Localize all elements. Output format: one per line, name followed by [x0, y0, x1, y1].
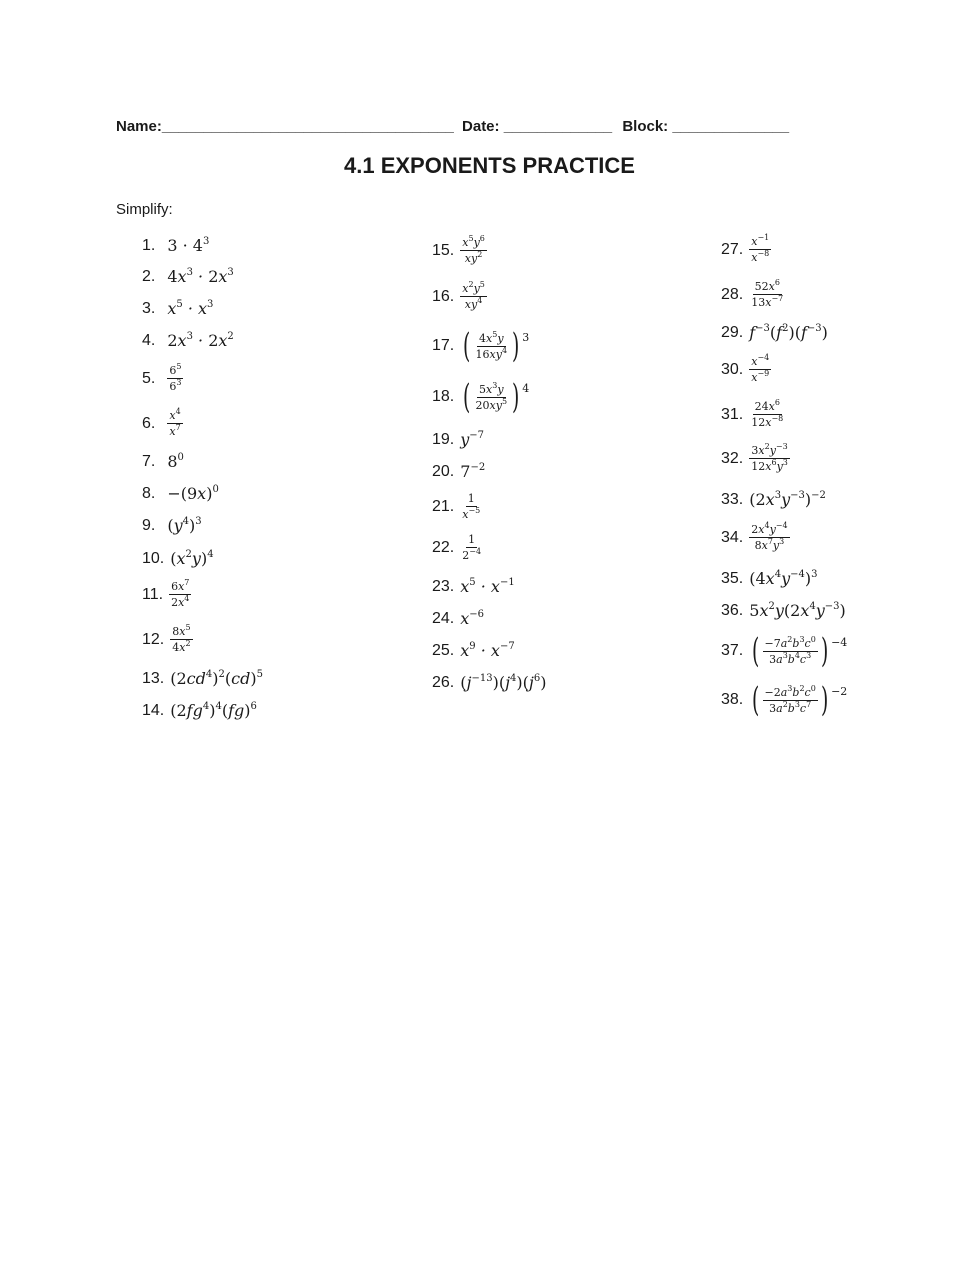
- problem-number: 1.: [142, 236, 156, 254]
- problem-number: 16.: [432, 287, 455, 305]
- problem-24: [432, 609, 484, 628]
- problem-13: [142, 669, 263, 688]
- expression: $-(9x)^0$: [167, 484, 219, 503]
- problem-21: [432, 492, 482, 521]
- problem-26: [432, 673, 546, 692]
- page-title: 4.1 EXPONENTS PRACTICE: [344, 153, 635, 178]
- expression: $y^{-7}$: [460, 430, 485, 449]
- problem-number: 9.: [142, 516, 156, 534]
- instruction: Simplify:: [116, 201, 173, 218]
- expression: $4x^3 \cdot 2x^3$: [167, 267, 234, 286]
- problem-number: 32.: [721, 449, 744, 467]
- problem-7: [142, 452, 184, 471]
- problem-number: 27.: [721, 240, 744, 258]
- fraction: $\frac{6^5}{6^3}$: [169, 362, 182, 393]
- problem-number: 22.: [432, 538, 455, 556]
- problem-number: 13.: [142, 669, 165, 687]
- problem-number: 33.: [721, 490, 744, 508]
- problem-number: 21.: [432, 497, 455, 515]
- problem-number: 38.: [721, 691, 744, 708]
- problem-38: 38. ( $\frac{-2a^3b^2c^0}{3a^2b^3c^7}$ ) −2: [721, 680, 848, 720]
- problem-number: 26.: [432, 673, 455, 691]
- fraction: $\frac{1}{x^{-5}}$: [462, 492, 481, 521]
- problem-number: 4.: [142, 331, 156, 349]
- problem-number: 24.: [432, 609, 455, 627]
- expression: $x^9 \cdot x^{-7}$: [460, 641, 515, 660]
- fraction: $\frac{6x^7}{2x^4}$: [171, 578, 190, 609]
- problem-number: 28.: [721, 285, 744, 303]
- problem-number: 14.: [142, 701, 165, 719]
- problem-14: [142, 701, 257, 720]
- problem-number: 17.: [432, 337, 455, 354]
- fraction: $\frac{24x^6}{12x^{-8}}$: [751, 398, 784, 429]
- problem-number: 8.: [142, 484, 156, 502]
- problem-number: 15.: [432, 241, 455, 259]
- problem-number: 5.: [142, 369, 156, 387]
- problem-number: 3.: [142, 299, 156, 317]
- problem-17: 17. ( $\frac{4x^5y}{16xy^4}$ ) 3: [432, 326, 530, 366]
- fraction: $\frac{52x^6}{13x^{-7}}$: [751, 278, 784, 309]
- problem-number: 2.: [142, 267, 156, 285]
- fraction: $\frac{-2a^3b^2c^0}{3a^2b^3c^7}$: [764, 683, 816, 715]
- problem-29: [721, 323, 828, 342]
- problem-number: 19.: [432, 430, 455, 448]
- problem-33: [721, 490, 826, 509]
- problem-19: [432, 430, 484, 449]
- expression: $(2fg^4)^4(fg)^6$: [170, 701, 257, 720]
- problem-23: [432, 577, 515, 596]
- fraction: $\frac{5x^3y}{20xy^5}$: [475, 380, 508, 412]
- problem-number: 30.: [721, 360, 744, 378]
- expression: $(2cd^4)^2(cd)^5$: [170, 669, 263, 688]
- problem-12: [142, 625, 193, 654]
- problem-number: 6.: [142, 414, 156, 432]
- problem-3: [142, 299, 213, 318]
- problem-18: 18. ( $\frac{5x^3y}{20xy^5}$ ) 4: [432, 377, 530, 417]
- problem-number: 23.: [432, 577, 455, 595]
- expression: $(4x^4y^{-4})^3$: [749, 569, 818, 588]
- problem-35: [721, 569, 818, 588]
- problem-number: 35.: [721, 569, 744, 587]
- expression: $(y^4)^3$: [167, 516, 202, 535]
- problem-16: [432, 282, 487, 311]
- expression: $f^{-3}(f^2)(f^{-3})$: [749, 323, 828, 342]
- problem-1: [142, 236, 209, 255]
- problem-34: [721, 523, 790, 552]
- fraction: $\frac{x^2y^5}{xy^4}$: [462, 280, 485, 311]
- date-field[interactable]: Date: _____________: [462, 118, 613, 135]
- problem-28: [721, 280, 785, 309]
- problem-number: 20.: [432, 462, 455, 480]
- problem-37: 37. ( $\frac{-7a^2b^3c^0}{3a^3b^4c^3}$ ) −4: [721, 631, 848, 671]
- fraction: $\frac{-7a^2b^3c^0}{3a^3b^4c^3}$: [764, 634, 816, 666]
- expression: $(2x^3y^{-3})^{-2}$: [749, 490, 826, 509]
- problem-22: [432, 533, 483, 562]
- problem-15: [432, 236, 487, 265]
- problem-9: [142, 516, 202, 535]
- fraction: $\frac{x^{-4}}{x^{-9}}$: [751, 353, 770, 384]
- fraction: $\frac{8x^5}{4x^2}$: [172, 623, 191, 654]
- fraction: $\frac{3x^2y^{-3}}{12x^6y^3}$: [751, 442, 788, 473]
- fraction: $\frac{2x^4y^{-4}}{8x^7y^3}$: [751, 521, 788, 552]
- problem-number: 34.: [721, 528, 744, 546]
- expression: $(j^{-13})(j^4)(j^6)$: [460, 673, 547, 692]
- problem-25: [432, 641, 515, 660]
- problem-number: 18.: [432, 388, 455, 405]
- problem-number: 36.: [721, 601, 744, 619]
- fraction: $\frac{x^{-1}}{x^{-8}}$: [751, 233, 770, 264]
- problem-2: [142, 267, 234, 286]
- problem-32: [721, 444, 790, 473]
- problem-8: [142, 484, 219, 503]
- expression: $8^0$: [167, 452, 184, 471]
- problem-number: 7.: [142, 452, 156, 470]
- problem-4: [142, 331, 234, 350]
- header-line: [116, 118, 789, 135]
- expression: $3 \cdot 4^3$: [167, 236, 210, 255]
- problem-30: [721, 355, 771, 384]
- expression: $x^5 \cdot x^3$: [167, 299, 214, 318]
- expression: $x^{-6}$: [460, 609, 485, 628]
- problem-number: 25.: [432, 641, 455, 659]
- problem-36: [721, 601, 846, 620]
- problem-number: 12.: [142, 630, 165, 648]
- fraction: $\frac{1}{2^{-4}}$: [462, 533, 482, 562]
- problem-11: [142, 580, 191, 609]
- fraction: $\frac{x^5y^6}{xy^2}$: [462, 234, 485, 265]
- fraction: $\frac{4x^5y}{16xy^4}$: [475, 329, 508, 361]
- fraction: $\frac{x^4}{x^7}$: [169, 407, 181, 438]
- problem-20: [432, 462, 485, 481]
- expression: $5x^2y(2x^4y^{-3})$: [749, 601, 846, 620]
- problem-number: 11.: [142, 585, 164, 603]
- expression: $x^5 \cdot x^{-1}$: [460, 577, 515, 596]
- problem-number: 29.: [721, 323, 744, 341]
- problem-6: [142, 409, 183, 438]
- expression: $2x^3 \cdot 2x^2$: [167, 331, 234, 350]
- problem-10: [142, 549, 214, 568]
- expression: $(x^2y)^4$: [170, 549, 214, 568]
- problem-number: 10.: [142, 549, 165, 567]
- problem-31: [721, 400, 785, 429]
- problem-5: [142, 364, 183, 393]
- problem-number: 31.: [721, 405, 744, 423]
- problem-number: 37.: [721, 642, 744, 659]
- expression: $7^{-2}$: [460, 462, 486, 481]
- problem-27: [721, 235, 771, 264]
- name-field[interactable]: Name:___________________________________: [116, 118, 454, 135]
- block-field[interactable]: Block: ______________: [622, 118, 790, 135]
